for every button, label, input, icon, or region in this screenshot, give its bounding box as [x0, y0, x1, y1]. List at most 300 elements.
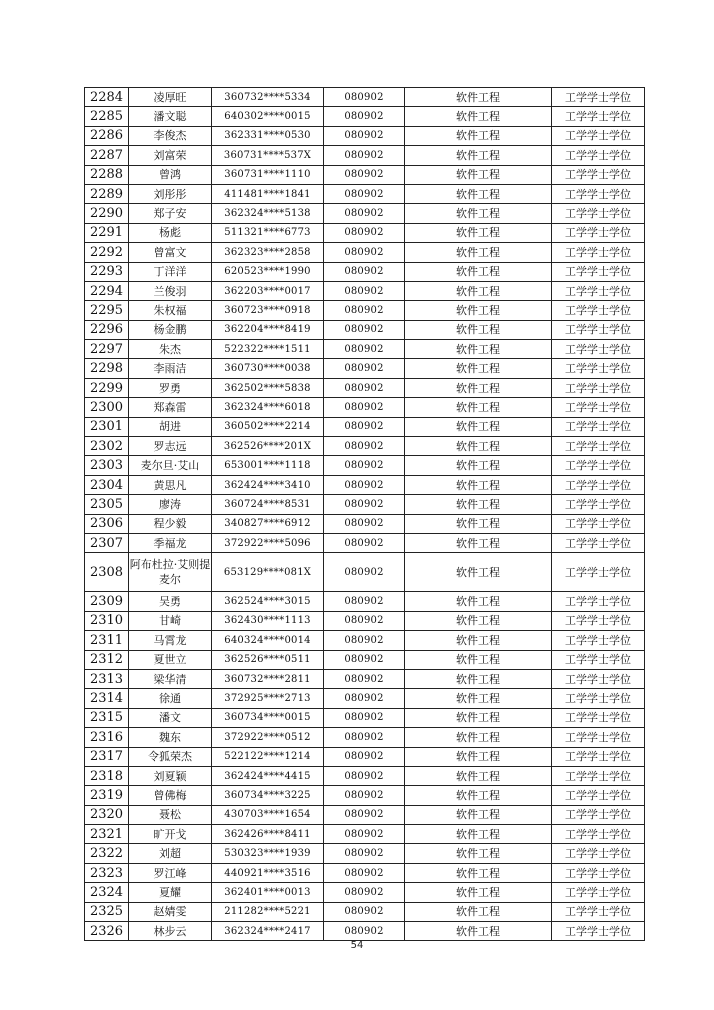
id-number-cell: 522322****1511: [212, 340, 324, 359]
name-cell: 甘崎: [129, 611, 212, 630]
major-name-cell: 软件工程: [405, 708, 552, 727]
major-name-cell: 软件工程: [405, 88, 552, 107]
table-row: [85, 786, 645, 805]
id-number-cell: 362331****0530: [212, 126, 324, 145]
name-cell: 阿布杜拉·艾则提麦尔: [129, 553, 212, 592]
major-name-cell: 软件工程: [405, 669, 552, 688]
major-name-cell: 软件工程: [405, 243, 552, 262]
table-row: [85, 146, 645, 165]
table-row: [85, 669, 645, 688]
name-cell: 李俊杰: [129, 126, 212, 145]
row-number-cell: 2318: [85, 766, 129, 785]
major-code-cell: 080902: [324, 107, 405, 126]
table-row: [85, 456, 645, 475]
id-number-cell: 340827****6912: [212, 514, 324, 533]
major-name-cell: 软件工程: [405, 417, 552, 436]
id-number-cell: 360732****5334: [212, 88, 324, 107]
major-name-cell: 软件工程: [405, 204, 552, 223]
row-number-cell: 2305: [85, 495, 129, 514]
id-number-cell: 360502****2214: [212, 417, 324, 436]
row-number-cell: 2326: [85, 922, 129, 941]
degree-cell: 工学学士学位: [552, 320, 645, 339]
degree-cell: 工学学士学位: [552, 883, 645, 902]
major-code-cell: 080902: [324, 611, 405, 630]
id-number-cell: 362426****8411: [212, 825, 324, 844]
table-row: [85, 863, 645, 882]
table-row: [85, 883, 645, 902]
major-name-cell: 软件工程: [405, 398, 552, 417]
degree-cell: 工学学士学位: [552, 902, 645, 921]
name-cell: 刘夏颖: [129, 766, 212, 785]
table-row: [85, 281, 645, 300]
id-number-cell: 362324****2417: [212, 922, 324, 941]
name-cell: 吴勇: [129, 592, 212, 611]
table-row: [85, 902, 645, 921]
table-row: [85, 359, 645, 378]
major-name-cell: 软件工程: [405, 631, 552, 650]
major-name-cell: 软件工程: [405, 262, 552, 281]
row-number-cell: 2323: [85, 863, 129, 882]
degree-cell: 工学学士学位: [552, 631, 645, 650]
degree-cell: 工学学士学位: [552, 223, 645, 242]
table-body: [85, 88, 645, 941]
degree-cell: 工学学士学位: [552, 301, 645, 320]
table-row: [85, 262, 645, 281]
major-name-cell: 软件工程: [405, 883, 552, 902]
name-cell: 廖涛: [129, 495, 212, 514]
major-code-cell: 080902: [324, 184, 405, 203]
id-number-cell: 620523****1990: [212, 262, 324, 281]
major-name-cell: 软件工程: [405, 514, 552, 533]
major-name-cell: 软件工程: [405, 805, 552, 824]
name-cell: 李雨洁: [129, 359, 212, 378]
table-row: [85, 747, 645, 766]
degree-cell: 工学学士学位: [552, 825, 645, 844]
name-cell: 潘文: [129, 708, 212, 727]
major-name-cell: 软件工程: [405, 165, 552, 184]
major-name-cell: 软件工程: [405, 107, 552, 126]
degree-cell: 工学学士学位: [552, 88, 645, 107]
degree-cell: 工学学士学位: [552, 533, 645, 552]
major-name-cell: 软件工程: [405, 553, 552, 592]
id-number-cell: 372925****2713: [212, 689, 324, 708]
row-number-cell: 2310: [85, 611, 129, 630]
row-number-cell: 2289: [85, 184, 129, 203]
major-name-cell: 软件工程: [405, 281, 552, 300]
major-code-cell: 080902: [324, 766, 405, 785]
page-number: 54: [350, 940, 364, 951]
table-row: [85, 553, 645, 592]
name-cell: 罗志远: [129, 437, 212, 456]
id-number-cell: 430703****1654: [212, 805, 324, 824]
major-code-cell: 080902: [324, 689, 405, 708]
degree-cell: 工学学士学位: [552, 417, 645, 436]
degree-cell: 工学学士学位: [552, 495, 645, 514]
name-cell: 刘富荣: [129, 146, 212, 165]
name-cell: 凌厚旺: [129, 88, 212, 107]
name-cell: 赵婧雯: [129, 902, 212, 921]
table-row: [85, 922, 645, 941]
table-row: [85, 825, 645, 844]
row-number-cell: 2294: [85, 281, 129, 300]
id-number-cell: 372922****0512: [212, 728, 324, 747]
degree-cell: 工学学士学位: [552, 126, 645, 145]
name-cell: 旷开戈: [129, 825, 212, 844]
row-number-cell: 2321: [85, 825, 129, 844]
major-code-cell: 080902: [324, 437, 405, 456]
degree-cell: 工学学士学位: [552, 398, 645, 417]
name-cell: 聂松: [129, 805, 212, 824]
name-cell: 朱杰: [129, 340, 212, 359]
degree-cell: 工学学士学位: [552, 786, 645, 805]
table-row: [85, 708, 645, 727]
major-name-cell: 软件工程: [405, 592, 552, 611]
table-row: [85, 514, 645, 533]
major-code-cell: 080902: [324, 728, 405, 747]
row-number-cell: 2316: [85, 728, 129, 747]
major-code-cell: 080902: [324, 281, 405, 300]
name-cell: 曾佛梅: [129, 786, 212, 805]
name-cell: 潘文聪: [129, 107, 212, 126]
major-code-cell: 080902: [324, 514, 405, 533]
table-row: [85, 165, 645, 184]
table-row: [85, 437, 645, 456]
major-code-cell: 080902: [324, 262, 405, 281]
major-name-cell: 软件工程: [405, 863, 552, 882]
degree-cell: 工学学士学位: [552, 592, 645, 611]
id-number-cell: 522122****1214: [212, 747, 324, 766]
major-code-cell: 080902: [324, 88, 405, 107]
degree-cell: 工学学士学位: [552, 805, 645, 824]
row-number-cell: 2304: [85, 475, 129, 494]
degree-cell: 工学学士学位: [552, 650, 645, 669]
table-row: [85, 378, 645, 397]
major-code-cell: 080902: [324, 320, 405, 339]
id-number-cell: 360731****537X: [212, 146, 324, 165]
major-code-cell: 080902: [324, 650, 405, 669]
name-cell: 杨彪: [129, 223, 212, 242]
id-number-cell: 360730****0038: [212, 359, 324, 378]
name-cell: 罗勇: [129, 378, 212, 397]
major-name-cell: 软件工程: [405, 340, 552, 359]
major-code-cell: 080902: [324, 533, 405, 552]
row-number-cell: 2309: [85, 592, 129, 611]
name-cell: 令狐荣杰: [129, 747, 212, 766]
major-code-cell: 080902: [324, 844, 405, 863]
id-number-cell: 362424****4415: [212, 766, 324, 785]
name-cell: 曾鸿: [129, 165, 212, 184]
id-number-cell: 362324****5138: [212, 204, 324, 223]
major-name-cell: 软件工程: [405, 728, 552, 747]
graduate-degree-table: [84, 87, 645, 941]
id-number-cell: 640324****0014: [212, 631, 324, 650]
row-number-cell: 2308: [85, 553, 129, 592]
row-number-cell: 2303: [85, 456, 129, 475]
major-code-cell: 080902: [324, 204, 405, 223]
row-number-cell: 2325: [85, 902, 129, 921]
id-number-cell: 211282****5221: [212, 902, 324, 921]
table-row: [85, 844, 645, 863]
row-number-cell: 2312: [85, 650, 129, 669]
major-name-cell: 软件工程: [405, 689, 552, 708]
degree-cell: 工学学士学位: [552, 863, 645, 882]
degree-cell: 工学学士学位: [552, 340, 645, 359]
id-number-cell: 362424****3410: [212, 475, 324, 494]
degree-cell: 工学学士学位: [552, 514, 645, 533]
major-code-cell: 080902: [324, 747, 405, 766]
name-cell: 郑森雷: [129, 398, 212, 417]
table-row: [85, 126, 645, 145]
name-cell: 郑子安: [129, 204, 212, 223]
major-name-cell: 软件工程: [405, 825, 552, 844]
name-cell: 季福龙: [129, 533, 212, 552]
major-code-cell: 080902: [324, 786, 405, 805]
table-row: [85, 728, 645, 747]
major-code-cell: 080902: [324, 126, 405, 145]
row-number-cell: 2292: [85, 243, 129, 262]
row-number-cell: 2319: [85, 786, 129, 805]
row-number-cell: 2290: [85, 204, 129, 223]
table-row: [85, 495, 645, 514]
row-number-cell: 2307: [85, 533, 129, 552]
id-number-cell: 640302****0015: [212, 107, 324, 126]
id-number-cell: 360734****0015: [212, 708, 324, 727]
major-code-cell: 080902: [324, 902, 405, 921]
table-row: [85, 417, 645, 436]
degree-cell: 工学学士学位: [552, 475, 645, 494]
id-number-cell: 362204****8419: [212, 320, 324, 339]
table-row: [85, 107, 645, 126]
row-number-cell: 2286: [85, 126, 129, 145]
degree-cell: 工学学士学位: [552, 378, 645, 397]
degree-cell: 工学学士学位: [552, 708, 645, 727]
major-code-cell: 080902: [324, 669, 405, 688]
table-row: [85, 398, 645, 417]
major-code-cell: 080902: [324, 922, 405, 941]
row-number-cell: 2296: [85, 320, 129, 339]
row-number-cell: 2298: [85, 359, 129, 378]
degree-cell: 工学学士学位: [552, 611, 645, 630]
row-number-cell: 2285: [85, 107, 129, 126]
id-number-cell: 362524****3015: [212, 592, 324, 611]
id-number-cell: 411481****1841: [212, 184, 324, 203]
id-number-cell: 440921****3516: [212, 863, 324, 882]
row-number-cell: 2288: [85, 165, 129, 184]
row-number-cell: 2293: [85, 262, 129, 281]
major-name-cell: 软件工程: [405, 320, 552, 339]
major-code-cell: 080902: [324, 456, 405, 475]
id-number-cell: 362324****6018: [212, 398, 324, 417]
degree-cell: 工学学士学位: [552, 728, 645, 747]
table-row: [85, 184, 645, 203]
table-row: [85, 650, 645, 669]
degree-cell: 工学学士学位: [552, 689, 645, 708]
degree-cell: 工学学士学位: [552, 107, 645, 126]
major-code-cell: 080902: [324, 592, 405, 611]
major-name-cell: 软件工程: [405, 786, 552, 805]
table-row: [85, 592, 645, 611]
row-number-cell: 2306: [85, 514, 129, 533]
id-number-cell: 653001****1118: [212, 456, 324, 475]
row-number-cell: 2322: [85, 844, 129, 863]
id-number-cell: 530323****1939: [212, 844, 324, 863]
major-code-cell: 080902: [324, 805, 405, 824]
name-cell: 夏世立: [129, 650, 212, 669]
major-name-cell: 软件工程: [405, 766, 552, 785]
major-code-cell: 080902: [324, 708, 405, 727]
major-name-cell: 软件工程: [405, 475, 552, 494]
id-number-cell: 362526****201X: [212, 437, 324, 456]
major-code-cell: 080902: [324, 631, 405, 650]
id-number-cell: 362401****0013: [212, 883, 324, 902]
table-row: [85, 475, 645, 494]
major-name-cell: 软件工程: [405, 146, 552, 165]
major-code-cell: 080902: [324, 883, 405, 902]
row-number-cell: 2302: [85, 437, 129, 456]
major-code-cell: 080902: [324, 301, 405, 320]
major-code-cell: 080902: [324, 475, 405, 494]
degree-cell: 工学学士学位: [552, 262, 645, 281]
name-cell: 魏东: [129, 728, 212, 747]
name-cell: 丁洋洋: [129, 262, 212, 281]
table-row: [85, 320, 645, 339]
name-cell: 徐通: [129, 689, 212, 708]
degree-cell: 工学学士学位: [552, 747, 645, 766]
row-number-cell: 2324: [85, 883, 129, 902]
id-number-cell: 360723****0918: [212, 301, 324, 320]
id-number-cell: 372922****5096: [212, 533, 324, 552]
row-number-cell: 2291: [85, 223, 129, 242]
major-name-cell: 软件工程: [405, 495, 552, 514]
major-code-cell: 080902: [324, 863, 405, 882]
name-cell: 黄思凡: [129, 475, 212, 494]
table-row: [85, 204, 645, 223]
degree-cell: 工学学士学位: [552, 669, 645, 688]
row-number-cell: 2295: [85, 301, 129, 320]
row-number-cell: 2317: [85, 747, 129, 766]
major-name-cell: 软件工程: [405, 456, 552, 475]
id-number-cell: 362502****5838: [212, 378, 324, 397]
major-name-cell: 软件工程: [405, 922, 552, 941]
name-cell: 夏耀: [129, 883, 212, 902]
degree-cell: 工学学士学位: [552, 243, 645, 262]
table-row: [85, 223, 645, 242]
name-cell: 马霄龙: [129, 631, 212, 650]
row-number-cell: 2315: [85, 708, 129, 727]
row-number-cell: 2313: [85, 669, 129, 688]
degree-cell: 工学学士学位: [552, 281, 645, 300]
major-name-cell: 软件工程: [405, 126, 552, 145]
major-code-cell: 080902: [324, 359, 405, 378]
name-cell: 杨金鹏: [129, 320, 212, 339]
name-cell: 梁华清: [129, 669, 212, 688]
major-code-cell: 080902: [324, 340, 405, 359]
name-cell: 刘彤彤: [129, 184, 212, 203]
degree-cell: 工学学士学位: [552, 359, 645, 378]
major-code-cell: 080902: [324, 398, 405, 417]
major-code-cell: 080902: [324, 165, 405, 184]
name-cell: 胡进: [129, 417, 212, 436]
row-number-cell: 2311: [85, 631, 129, 650]
name-cell: 曾富文: [129, 243, 212, 262]
row-number-cell: 2300: [85, 398, 129, 417]
major-code-cell: 080902: [324, 553, 405, 592]
id-number-cell: 360734****3225: [212, 786, 324, 805]
degree-cell: 工学学士学位: [552, 844, 645, 863]
degree-cell: 工学学士学位: [552, 456, 645, 475]
row-number-cell: 2301: [85, 417, 129, 436]
table-row: [85, 533, 645, 552]
major-name-cell: 软件工程: [405, 650, 552, 669]
degree-cell: 工学学士学位: [552, 766, 645, 785]
major-code-cell: 080902: [324, 825, 405, 844]
major-name-cell: 软件工程: [405, 184, 552, 203]
major-name-cell: 软件工程: [405, 611, 552, 630]
table-row: [85, 340, 645, 359]
name-cell: 刘超: [129, 844, 212, 863]
degree-cell: 工学学士学位: [552, 922, 645, 941]
id-number-cell: 362526****0511: [212, 650, 324, 669]
degree-cell: 工学学士学位: [552, 146, 645, 165]
name-cell: 林步云: [129, 922, 212, 941]
id-number-cell: 653129****081X: [212, 553, 324, 592]
major-code-cell: 080902: [324, 223, 405, 242]
major-name-cell: 软件工程: [405, 378, 552, 397]
major-name-cell: 软件工程: [405, 533, 552, 552]
id-number-cell: 362430****1113: [212, 611, 324, 630]
major-code-cell: 080902: [324, 243, 405, 262]
id-number-cell: 362203****0017: [212, 281, 324, 300]
id-number-cell: 360724****8531: [212, 495, 324, 514]
major-name-cell: 软件工程: [405, 844, 552, 863]
id-number-cell: 360731****1110: [212, 165, 324, 184]
row-number-cell: 2287: [85, 146, 129, 165]
major-code-cell: 080902: [324, 495, 405, 514]
table-row: [85, 611, 645, 630]
table-row: [85, 631, 645, 650]
major-code-cell: 080902: [324, 417, 405, 436]
table-row: [85, 766, 645, 785]
major-code-cell: 080902: [324, 146, 405, 165]
major-name-cell: 软件工程: [405, 359, 552, 378]
major-code-cell: 080902: [324, 378, 405, 397]
table-row: [85, 689, 645, 708]
table-row: [85, 243, 645, 262]
name-cell: 程少毅: [129, 514, 212, 533]
major-name-cell: 软件工程: [405, 223, 552, 242]
degree-cell: 工学学士学位: [552, 553, 645, 592]
degree-cell: 工学学士学位: [552, 204, 645, 223]
major-name-cell: 软件工程: [405, 747, 552, 766]
name-cell: 麦尔旦·艾山: [129, 456, 212, 475]
name-cell: 朱权福: [129, 301, 212, 320]
id-number-cell: 360732****2811: [212, 669, 324, 688]
major-name-cell: 软件工程: [405, 437, 552, 456]
table-row: [85, 88, 645, 107]
id-number-cell: 362323****2858: [212, 243, 324, 262]
major-name-cell: 软件工程: [405, 902, 552, 921]
row-number-cell: 2297: [85, 340, 129, 359]
id-number-cell: 511321****6773: [212, 223, 324, 242]
row-number-cell: 2320: [85, 805, 129, 824]
table-row: [85, 301, 645, 320]
degree-cell: 工学学士学位: [552, 165, 645, 184]
name-cell: 罗江峰: [129, 863, 212, 882]
degree-cell: 工学学士学位: [552, 437, 645, 456]
table-row: [85, 805, 645, 824]
row-number-cell: 2299: [85, 378, 129, 397]
name-cell: 兰俊羽: [129, 281, 212, 300]
